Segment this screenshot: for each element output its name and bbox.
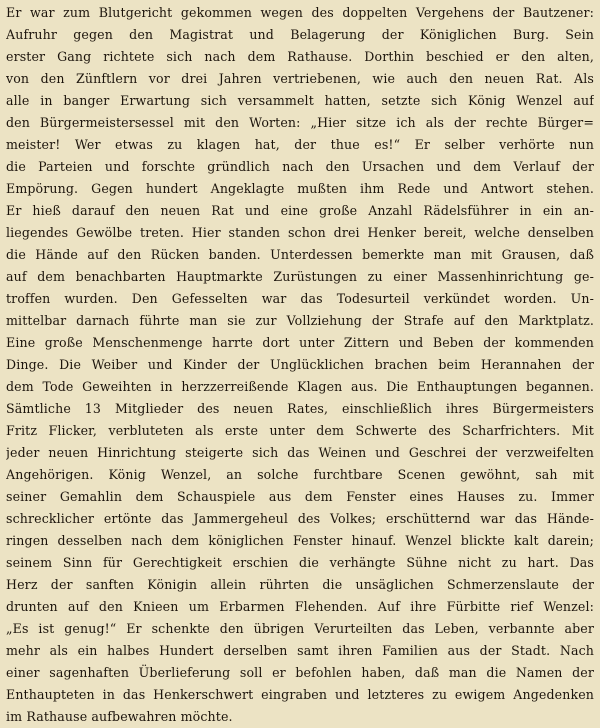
text-line: seinem Sinn für Gerechtigkeit erschien die verhängte Sühne nicht zu hart. Das: [6, 555, 594, 570]
text-line: die Parteien und forschte gründlich nach den Ursachen und dem Verlauf der: [6, 159, 594, 174]
text-line: „Es ist genug!“ Er schenkte den übrigen Verurteilten das Leben, verbannte aber: [6, 621, 594, 636]
text-line: Eine große Menschenmenge harrte dort unter Zittern und Beben der kommenden: [6, 335, 594, 350]
text-line: alle in banger Erwartung sich versammelt hatten, setzte sich König Wenzel auf: [6, 93, 594, 108]
text-line: meister! Wer etwas zu klagen hat, der thue es!“ Er selber verhörte nun: [6, 137, 594, 152]
text-line: erster Gang richtete sich nach dem Rathause. Dorthin beschied er den alten,: [6, 49, 594, 64]
text-line: Er war zum Blutgericht gekommen wegen des doppelten Vergehens der Bautzener:: [6, 5, 594, 20]
text-line: im Rathause aufbewahren möchte.: [6, 709, 233, 724]
text-line: dem Tode Geweihten in herzzerreißende Klagen aus. Die Enthauptungen begannen.: [6, 379, 594, 394]
document-page: [6, 2, 594, 724]
text-line: Herz der sanften Königin allein rührten die unsäglichen Schmerzenslaute der: [6, 577, 594, 592]
text-line: mittelbar darnach führte man sie zur Vollziehung der Strafe auf den Marktplatz.: [6, 313, 594, 328]
text-line: troffen wurden. Den Gefesselten war das Todesurteil verkündet worden. Un-: [6, 291, 594, 306]
text-line: auf dem benachbarten Hauptmarkte Zurüstungen zu einer Massenhinrichtung ge-: [6, 269, 594, 284]
text-line: ringen desselben nach dem königlichen Fenster hinauf. Wenzel blickte kalt darein;: [6, 533, 594, 548]
text-line: Er hieß darauf den neuen Rat und eine große Anzahl Rädelsführer in ein an-: [6, 203, 594, 218]
text-line: den Bürgermeistersessel mit den Worten: „Hier sitze ich als der rechte Bürger=: [6, 115, 594, 130]
text-line: von den Zünftlern vor drei Jahren vertriebenen, wie auch den neuen Rat. Als: [6, 71, 594, 86]
text-line: liegendes Gewölbe treten. Hier standen schon drei Henker bereit, welche denselben: [6, 225, 594, 240]
text-line: mehr als ein halbes Hundert derselben samt ihren Familien aus der Stadt. Nach: [6, 643, 594, 658]
text-line: Empörung. Gegen hundert Angeklagte mußten ihm Rede und Antwort stehen.: [6, 181, 594, 196]
text-line: Dinge. Die Weiber und Kinder der Unglücklichen brachen beim Herannahen der: [6, 357, 594, 372]
text-line: Sämtliche 13 Mitglieder des neuen Rates, einschließlich ihres Bürgermeisters: [6, 401, 594, 416]
text-line: Enthaupteten in das Henkerschwert eingraben und letzteres zu ewigem Angedenken: [6, 687, 594, 702]
text-line: seiner Gemahlin dem Schauspiele aus dem Fenster eines Hauses zu. Immer: [6, 489, 594, 504]
text-line: Angehörigen. König Wenzel, an solche furchtbare Scenen gewöhnt, sah mit: [6, 467, 594, 482]
text-line: drunten auf den Knieen um Erbarmen Flehenden. Auf ihre Fürbitte rief Wenzel:: [6, 599, 594, 614]
text-line: jeder neuen Hinrichtung steigerte sich das Weinen und Geschrei der verzweifelten: [6, 445, 594, 460]
text-line: schrecklicher ertönte das Jammergeheul des Volkes; erschütternd war das Hände-: [6, 511, 594, 526]
text-line: Fritz Flicker, verbluteten als erste unter dem Schwerte des Scharfrichters. Mit: [6, 423, 594, 438]
text-line: einer sagenhaften Überlieferung soll er befohlen haben, daß man die Namen der: [6, 665, 594, 680]
text-line: die Hände auf den Rücken banden. Unterdessen bemerkte man mit Grausen, daß: [6, 247, 594, 262]
text-line: Aufruhr gegen den Magistrat und Belagerung der Königlichen Burg. Sein: [6, 27, 594, 42]
